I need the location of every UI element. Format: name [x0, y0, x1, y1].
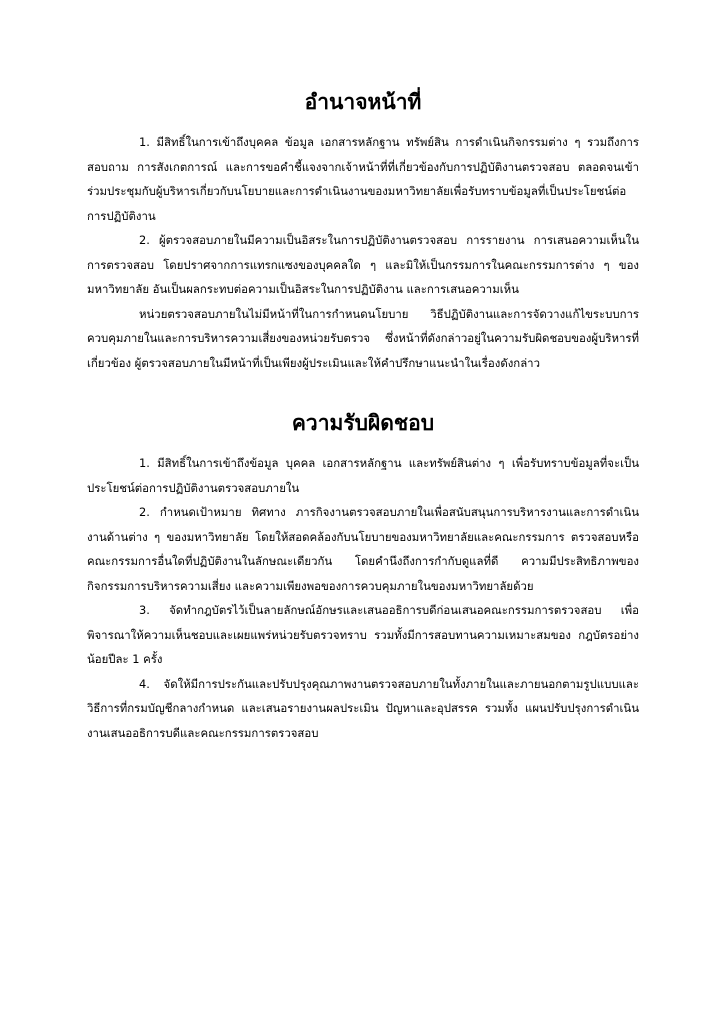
- responsibility-heading: ความรับผิดชอบ: [291, 411, 435, 435]
- responsibility-paragraph-3: 3. จัดทำกฎบัตรไว้เป็นลายลักษณ์อักษรและเสนออธิการบดีก่อนเสนอคณะกรรมการตรวจสอบ เพื่อพิจารณาให้ความเห็นชอบและเผยแพร่หน่วยรับตรวจทราบ รวมทั้งมีการสอบทานความเหมาะสมของ กฎบัตรอย่างน้อยปีละ 1 ครั้ง: [87, 603, 639, 666]
- responsibility-paragraph-4: 4. จัดให้มีการประกันและปรับปรุงคุณภาพงานตรวจสอบภายในทั้งภายในและภายนอกตามรูปแบบและวิธีการที่กรมบัญชีกลางกำหนด และเสนอรายงานผลประเมิน ปัญหาและอุปสรรค รวมทั้ง แผนปรับปรุงการดำเนินงานเสนออธิการบดีและคณะกรรมการตรวจสอบ: [87, 676, 639, 740]
- authority-heading: อำนาจหน้าที่: [304, 90, 422, 114]
- responsibility-paragraph-2: 2. กำหนดเป้าหมาย ทิศทาง ภารกิจงานตรวจสอบภายในเพื่อสนับสนุนการบริหารงานและการดำเนินงานด้านต่าง ๆ ของมหาวิทยาลัย โดยให้สอดคล้องกับนโยบายของมหาวิทยาลัยและคณะกรรมการ ตรวจสอบหรือคณะกรรมการอื่นใดที่ปฏิบัติงานในลักษณะเดียวกัน โดยคำนึงถึงการกำกับดูแลที่ดี ความมีประสิทธิภาพของกิจกรรมการบริหารความเสี่ยง และความเพียงพอของการควบคุมภายในของมหาวิทยาลัยด้วย: [87, 505, 639, 593]
- responsibility-paragraph-1: 1. มีสิทธิ์ในการเข้าถึงข้อมูล บุคคล เอกสารหลักฐาน และทรัพย์สินต่าง ๆ เพื่อรับทราบข้อมูลที่จะเป็นประโยชน์ต่อการปฏิบัติงานตรวจสอบภายใน: [87, 456, 639, 495]
- authority-paragraph-3: หน่วยตรวจสอบภายในไม่มีหน้าที่ในการกำหนดนโยบาย วิธีปฏิบัติงานและการจัดวางแก้ไขระบบการควบคุมภายในและการบริหารความเสี่ยงของหน่วยรับตรวจ ซึ่งหน้าที่ดังกล่าวอยู่ในความรับผิดชอบของผู้บริหารที่เกี่ยวข้อง ผู้ตรวจสอบภายในมีหน้าที่เป็นเพียงผู้ประเมินและให้คำปรึกษาแนะนำในเรื่องดังกล่าว: [87, 306, 639, 370]
- document-page: [87, 88, 639, 745]
- authority-paragraph-1: 1. มีสิทธิ์ในการเข้าถึงบุคคล ข้อมูล เอกสารหลักฐาน ทรัพย์สิน การดำเนินกิจกรรมต่าง ๆ รวมถึงการสอบถาม การสังเกตการณ์ และการขอคำชี้แจงจากเจ้าหน้าที่ที่เกี่ยวข้องกับการปฏิบัติงานตรวจสอบ ตลอดจนเข้าร่วมประชุมกับผู้บริหารเกี่ยวกับนโยบายและการดำเนินงานของมหาวิทยาลัยเพื่อรับทราบข้อมูลที่เป็นประโยชน์ต่อการปฏิบัติงาน: [87, 135, 639, 223]
- authority-paragraph-2: 2. ผู้ตรวจสอบภายในมีความเป็นอิสระในการปฏิบัติงานตรวจสอบ การรายงาน การเสนอความเห็นในการตรวจสอบ โดยปราศจากการแทรกแซงของบุคคลใด ๆ และมิให้เป็นกรรมการในคณะกรรมการต่าง ๆ ของมหาวิทยาลัย อันเป็นผลกระทบต่อความเป็นอิสระในการปฏิบัติงาน และการเสนอความเห็น: [87, 233, 639, 296]
